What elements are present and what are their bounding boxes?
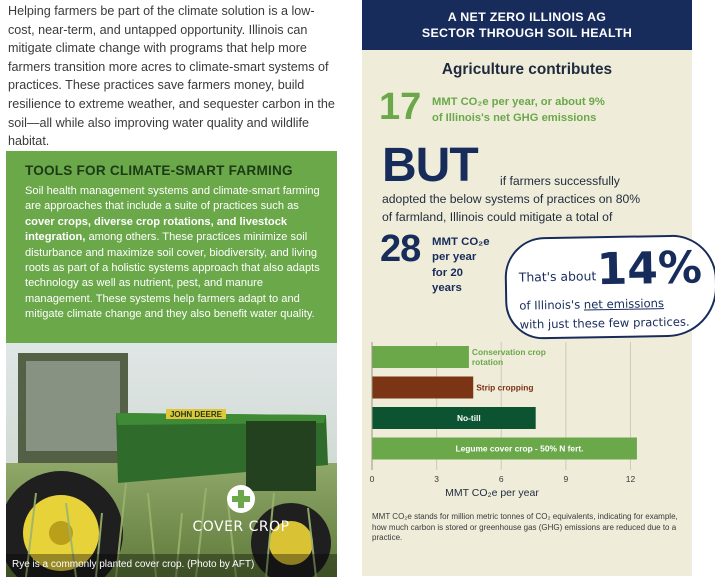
x-tick-label: 3 [434,474,439,484]
intro-paragraph: Helping farmers be part of the climate solution is a low-cost, near-term, and untapped opportunity. Illinois can mitigate climate change with programs that help more farmers transition more acres to climate-smart systems of practices. These practices save farmers money, build resilience to extreme weather, and sequester carbon in the soil—all while also improving water quality and wildlife habitat. [8,4,335,149]
bar-label: No-till [456,413,481,423]
cover-crop-badge [186,485,296,535]
stat-28: 28 [380,228,421,270]
x-tick-label: 9 [563,474,569,484]
agriculture-title: Agriculture contributes [441,61,613,78]
stat-17-desc [432,94,682,126]
panel-header-line2: SECTOR THROUGH SOIL HEALTH [421,26,633,40]
x-axis-label: MMT CO₂e per year [445,487,539,499]
stat-28-line1: MMT CO₂e [432,236,490,248]
stat-28-line2: per year [432,251,477,264]
stat-28-line3: for 20 [432,266,464,279]
stat-17-line2: of Illinois's net GHG emissions [432,112,597,124]
tools-body-part2: among others. These practices minimize soil disturbance and maximize soil cover, biodiversity, and living roots as part of a holistic systems approach that also adapts technology as well as nutrient, pest, and manure management. These systems help farmers adapt to and mitigate climate change and they also benefit water quality. [25,231,320,321]
chart-svg [362,340,692,500]
bar-label: Strip cropping [476,382,534,393]
but-body-line2: of farmland, Illinois could mitigate a total of [382,210,613,224]
but-first-line: if farmers successfully [500,174,620,188]
bar-label: Legume cover crop - 50% N fert. [455,443,584,454]
cover-crop-label: COVER CROP [192,519,290,535]
panel-header [362,0,692,50]
but-body-line1: adopted the below systems of practices on 80% [382,192,641,206]
x-tick-label: 6 [498,474,504,484]
footnote: MMT CO₂e stands for million metric tonnes of CO₂ equivalents, indicating for example, how much carbon is stored or greenhouse gas (GHG) emissions are reduced due to a practice. [372,512,678,543]
bar [372,377,473,399]
tools-body-bold: cover crops, diverse crop rotations, and livestock integration, [25,215,288,244]
bubble-line1 [519,296,664,313]
stat-17-line1: MMT CO₂e per year, or about 9% [432,96,605,108]
photo-caption: Rye is a commonly planted cover crop. (Photo by AFT) [6,554,337,577]
x-tick-label: 12 [625,474,636,484]
tractor-photo [6,343,337,577]
mitigation-bar-chart [362,340,692,500]
bubble-line1-underlined: net emissions [583,296,665,312]
stat-28-line4: years [432,282,462,295]
bubble-percent: 14% [596,242,703,296]
but-body [382,172,694,226]
percent-callout-bubble [504,234,715,340]
tools-body [25,184,325,323]
tools-title: TOOLS FOR CLIMATE-SMART FARMING [25,163,293,178]
plus-cross-icon [227,485,255,513]
but-heading: BUT [382,139,478,192]
tools-body-part1: Soil health management systems and climate-smart farming are approaches that include a suite of practices such as [25,185,320,213]
bubble-line2: with just these few practices. [519,314,690,332]
bar [372,346,469,368]
bubble-prefix: That's about [518,268,597,285]
photo-brand-text: JOHN DEERE [169,410,223,419]
bar-label: Conservation crop rotation [471,347,546,367]
bubble-line1-text: of Illinois's [519,297,584,313]
x-tick-label: 0 [369,474,375,484]
panel-header-line1: A NET ZERO ILLINOIS AG [447,10,607,24]
stat-17: 17 [379,86,422,128]
bar [372,407,536,429]
